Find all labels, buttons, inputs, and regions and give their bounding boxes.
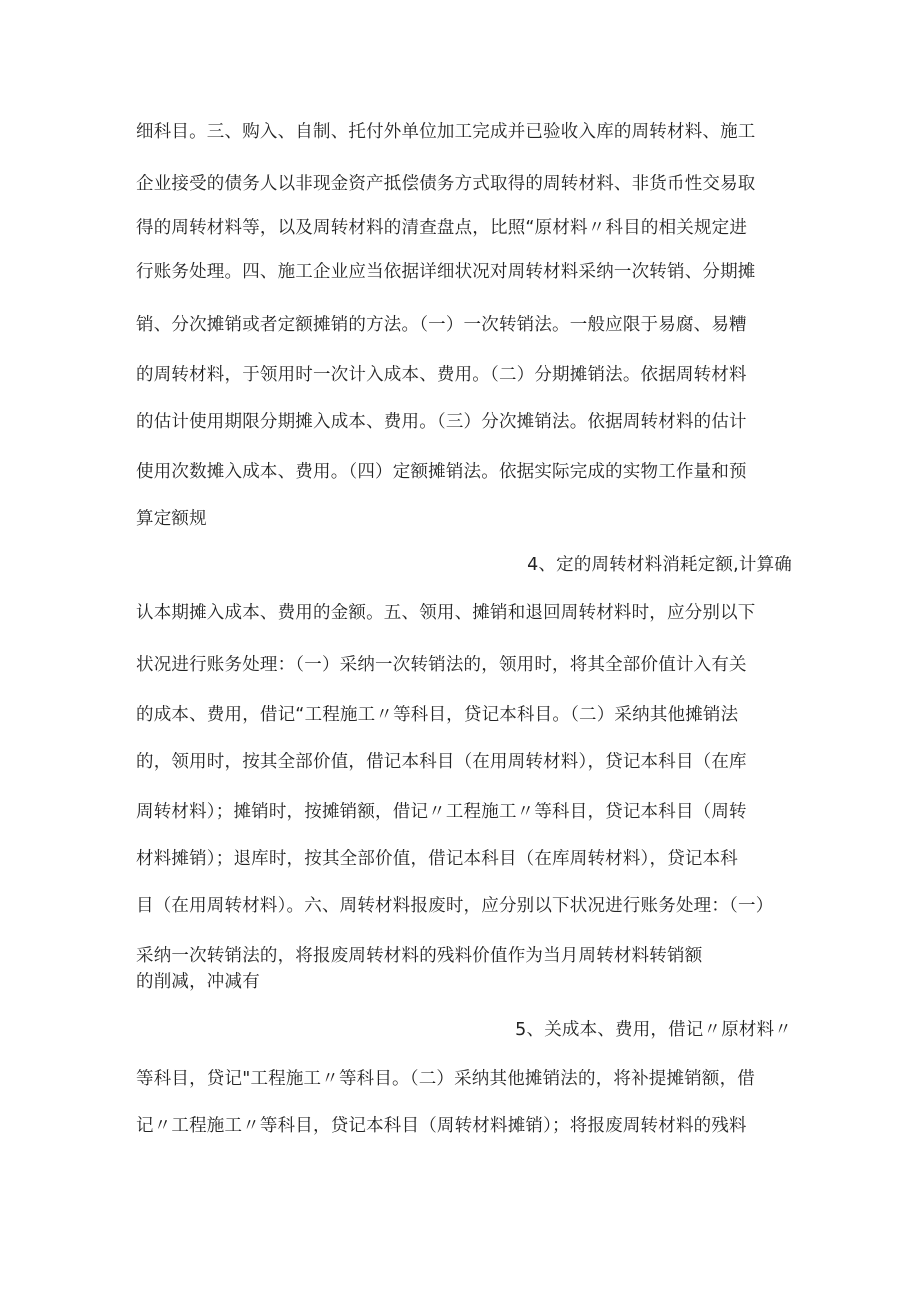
text-line: 认本期摊入成本、费用的金额。五、领用、摊销和退回周转材料时，应分别以下: [136, 603, 756, 623]
text-line: 的，领用时，按其全部价值，借记本科目（在用周转材料），贷记本科目（在库: [136, 752, 747, 772]
text-line: 的削减，冲减有: [136, 972, 260, 992]
text-line: 周转材料）；摊销时，按摊销额，借记〃工程施工〃等科目，贷记本科目（周转: [136, 802, 747, 822]
text-line: 行账务处理。四、施工企业应当依据详细状况对周转材料采纳一次转销、分期摊: [136, 262, 756, 282]
text-line: 销、分次摊销或者定额摊销的方法。（一）一次转销法。一般应限于易腐、易糟: [136, 315, 747, 335]
text-line: 等科目，贷记"工程施工〃等科目。（二）采纳其他摊销法的，将补提摊销额，借: [136, 1069, 755, 1089]
text-line: 的周转材料，于领用时一次计入成本、费用。（二）分期摊销法。依据周转材料: [136, 365, 747, 385]
text-line: 记〃工程施工〃等科目，贷记本科目（周转材料摊销）；将报废周转材料的残料: [136, 1116, 747, 1136]
section-line-5: 5、关成本、费用，借记〃原材料〃: [515, 1020, 792, 1040]
text-line: 状况进行账务处理：（一）采纳一次转销法的，领用时，将其全部价值计入有关: [136, 655, 747, 675]
text-line: 的估计使用期限分期摊入成本、费用。（三）分次摊销法。依据周转材料的估计: [136, 412, 747, 432]
text-line: 采纳一次转销法的，将报废周转材料的残料价值作为当月周转材料转销额: [136, 946, 703, 966]
text-line: 的成本、费用，借记“工程施工〃等科目，贷记本科目。（二）采纳其他摊销法: [136, 705, 739, 725]
text-line: 目（在用周转材料）。六、周转材料报废时，应分别以下状况进行账务处理：（一）: [136, 896, 774, 916]
section-line-4: 4、定的周转材料消耗定额,计算确: [527, 555, 792, 575]
text-line: 得的周转材料等，以及周转材料的清查盘点，比照“原材料〃科目的相关规定进: [136, 218, 748, 238]
text-line: 企业接受的债务人以非现金资产抵偿债务方式取得的周转材料、非货币性交易取: [136, 174, 756, 194]
text-line: 材料摊销）；退库时，按其全部价值，借记本科目（在库周转材料），贷记本科: [136, 849, 738, 869]
text-line: 使用次数摊入成本、费用。（四）定额摊销法。依据实际完成的实物工作量和预: [136, 462, 747, 482]
text-line: 细科目。三、购入、自制、托付外单位加工完成并已验收入库的周转材料、施工: [136, 122, 756, 142]
text-line: 算定额规: [136, 509, 207, 529]
